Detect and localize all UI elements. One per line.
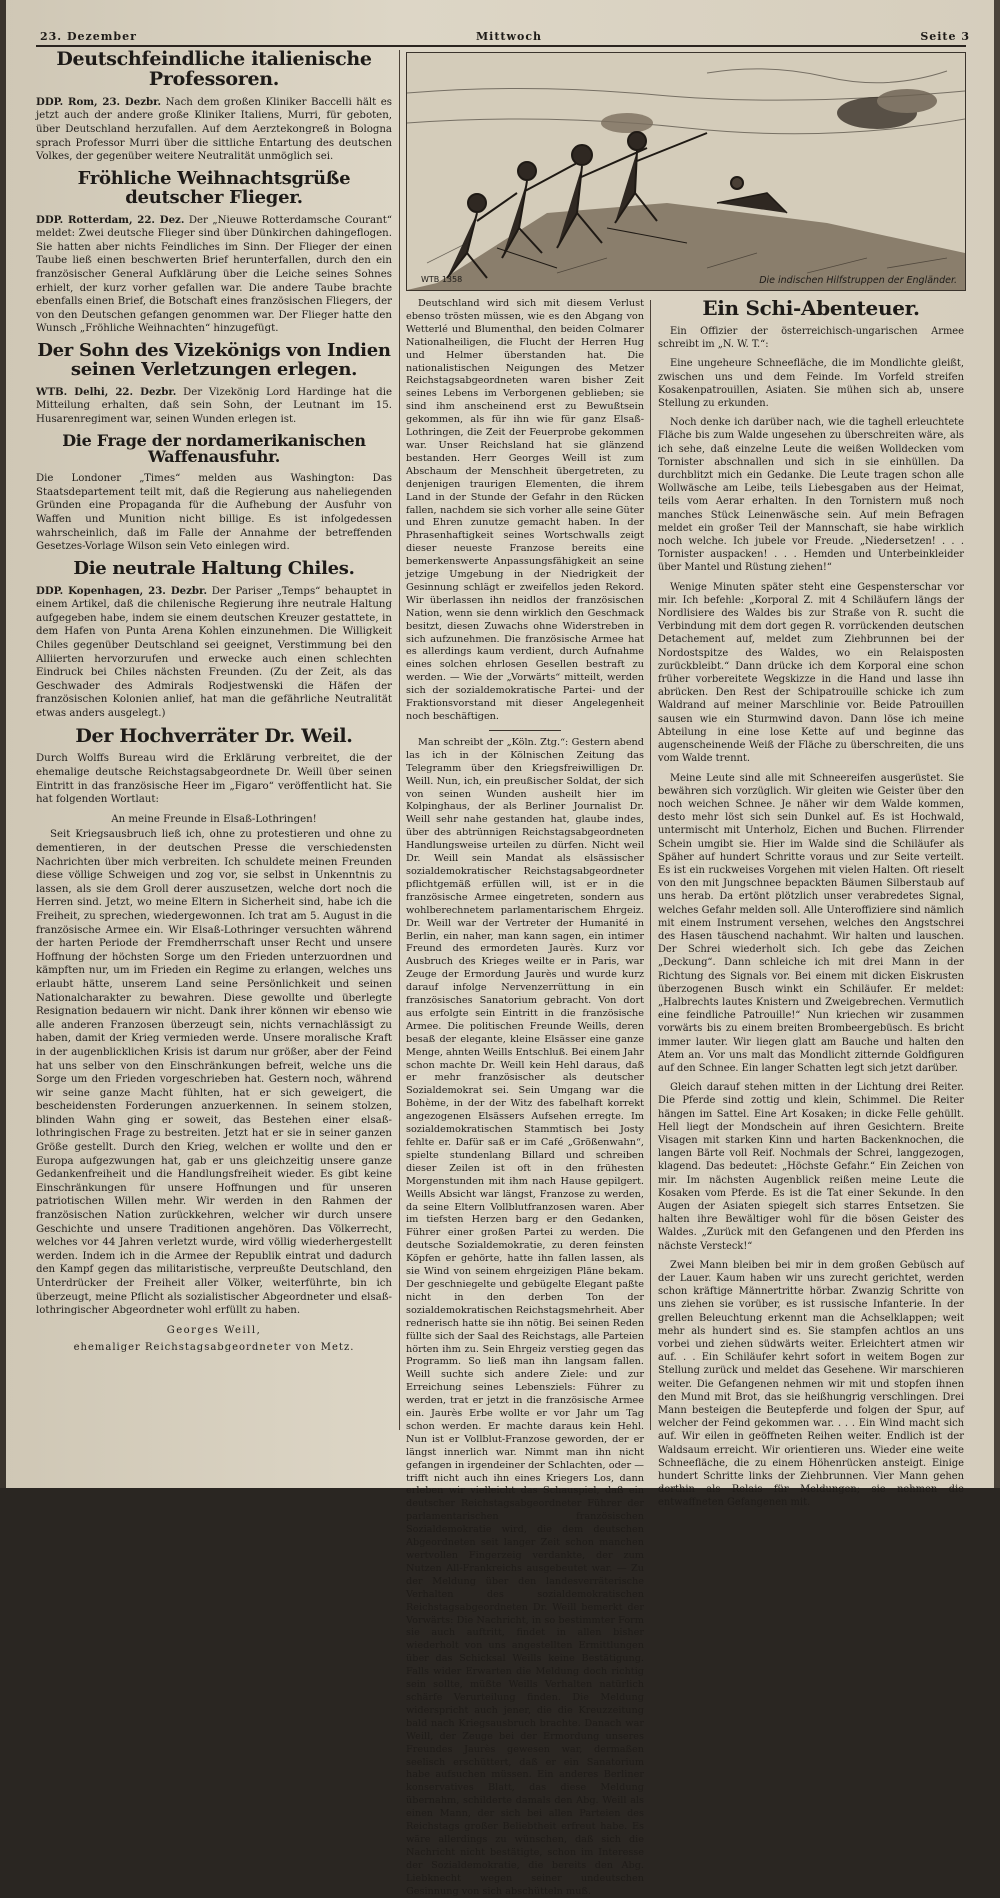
- text-weil-koeln: Man schreibt der „Köln. Ztg.“: Gestern abend las ich in der Kölnischen Zeitung das Telegramm über den Kriegsfreiwilligen Dr. Weill. Nun, ich, ein preußischer Soldat, der sich von seinen Wunden ausheilt hier im Kolpinghaus, der als Berliner Journalist Dr. Weill sehr nahe gestanden hat, glaube indes, über des abtrünnigen Reichstagsabgeordneten Handlungsweise urteilen zu dürfen. Nicht weil Dr. Weill sein Mandat als elsässischer sozialdemokratischer Reichstagsabgeordneter pflichtgemäß erfüllen will, ist er in die französische Armee eingetreten, sondern aus wohlberechnetem parlamentarischem Ehrgeiz. Dr. Weill war der Vertreter der Humanité in Berlin, ein naher, man kann sagen, ein intimer Freund des ermordeten Jaurès. Kurz vor Ausbruch des Krieges weilte er in Paris, war Zeuge der Ermordung Jaurès und wurde kurz darauf infolge Nervenzerrüttung in ein französisches Sanatorium gebracht. Von dort aus erfolgte sein Eintritt in die französische Armee. Die politischen Freunde Weills, deren besaß der elegante, kleine Elsässer eine ganze Menge, ahnten Weills Entschluß. Bei einem Jahr schon machte Dr. Weill kein Hehl daraus, daß er mehr französischer als deutscher Sozialdemokrat sei. Sein Umgang war die Bohème, in der der Witz des fabelhaft korrekt angezogenen Elsässers Aufsehen erregte. Im sozialdemokratischen Stammtisch bei Josty fehlte er. Dafür saß er im Café „Größenwahn“, spielte stundenlang Billard und schreiben dieser Zeilen ist oft in den frühesten Morgenstunden mit ihm nach Hause gepilgert. Weills Absicht war längst, Franzose zu werden, da seine Eltern Vollblutfranzosen waren. Aber im tiefsten Herzen barg er den Gedanken, Führer einer großen Partei zu werden. Die deutsche Sozialdemokratie, zu deren feinsten Köpfen er gehörte, hatte ihn fallen lassen, als sie Wind von seinem ehrgeizigen Pläne bekam. Der geschniegelte und gebügelte Elegant paßte nicht in den derben Ton der sozialdemokratischen Reichstagsmehrheit. Aber rednerisch hatte sie ihn nötig. Bei seinen Reden füllte sich der Saal des Reichstags, alle Parteien hörten ihm zu. Sein Ehrgeiz verstieg gegen das Programm. So ließ man ihn langsam fallen. Weill suchte sich andere Ziele: und zur Erreichung seines Lebensziels: Führer zu werden, trat er jetzt in die französische Armee ein. Jaurès Erbe wollte er vor Jahr um Tag schon werden. Er machte daraus kein Hehl. Nun ist er Vollblut-Franzose geworden, der er längst innerlich war. Nimmt man ihn nicht gefangen in irgendeiner der Schlachten, oder — trifft nicht auch ihn eines Kriegers Los, dann erleben wir vielleicht das Schauspiel, daß ein deutscher Reichstagsabgeordneter Führer der parlamentarischen französischen Sozialdemokratie wird, die dem deutschen Abgeordneten seit langer Zeit schon manchen wertvollen Fingerzeig verdankte, der zum Nutzen All-Frankreichs ausgebeutet war. — Zu der Meldung über den landesverräterische Verhalten des sozialdemokratischen Reichstagsabgeordneten Dr. Weill bemerkt der Vorwärts: Die Nachricht, in so bestimmter Form sie auch auftritt, findet in allen bisher wiederholt von uns angestellten Ermittlungen über das Schicksal Weills keine Bestätigung. Falls wider Erwarten die Meldung doch richtig sein sollte, müßte Weills Verhalten natürlich schärfe Verurteilung finden. Die Meldung widerspricht auch jener, die die Kreuzzeitung bald nach Kriegsausbruch brachte. Danach war Weill, der Zeuge bei der Ermordung unseres Freundes Jaurès gewesen war, dermaßen seelisch erschüttert, daß er ein Sanatorium habe aufsuchen müssen. Ein anderes Berliner konservatives Blatt, das diese Meldung übernahm, schilderte damals den Abg. Weill als einen Mann, der sich bei allen Parteien des Reichstags großer Beliebtheit erfreut habe. Es wäre allerdings zu wünschen, daß sich die Nachricht nicht bestätigte, schon im Interesse der Sozialdemokratie, die bereits den Abg. Liebknecht wegen seiner undeutschen Gesinnung von sich abschütteln muß.: [406, 736, 644, 1897]
- text-ski-p2: Noch denke ich darüber nach, wie die taghell erleuchtete Fläche bis zum Walde ungesehen zu überschreiten wäre, als ich sehe, daß einzelne Leute die weißen Wolldecken vom Tornister abschnallen und sich in sie einhüllen. Da durchblitzt mich ein Gedanke. Die Leute tragen schon alle Wollwäsche am Leibe, teils Liebesgaben aus der Heimat, teils vom Aerar erhalten. In den Tornistern muß noch manches Stück Leinenwäsche sein. Auf mein Befragen meldet ein großer Teil der Mannschaft, sie habe wirklich noch welche. Ich jubele vor Freude. „Niedersetzen! . . . Tornister auspacken! . . . Hemden und Unterbeinkleider über Mantel und Rüstung ziehen!“: [658, 417, 964, 574]
- text-ski-p5: Gleich darauf stehen mitten in der Lichtung drei Reiter. Die Pferde sind zottig und klein, Schimmel. Die Reiter hängen im Sattel. Eine Art Kosaken; in dicke Felle gehüllt. Hell liegt der Mondschein auf ihren Gesichtern. Breite Visagen mit starken Kinn und harten Backenknochen, die langen Bärte voll Reif. Nochmals der Schrei, langgezogen, klagend. Das bedeutet: „Höchste Gefahr.“ Ein Zeichen von mir. Im nächsten Augenblick reißen meine Leute die Kosaken vom Pferde. Es ist die Tat einer Sekunde. In den Augen der Asiaten spiegelt sich starres Entsetzen. Sie halten ihre Bewältiger wohl für die bösen Geister des Waldes. „Zurück mit den Gefangenen und den Pferden ins nächste Versteck!“: [658, 1082, 964, 1252]
- text-flyers: Der „Nieuwe Rotterdamsche Courant“ meldet: Zwei deutsche Flieger sind über Dünkirchen dahingeflogen. Sie hatten aber nichts Feindliches im Sinn. Der Flieger der einen Taube ließ einen beschwerten Brief herunterfallen, durch den ein französischer General Aufklärung über die Leiche seines Sohnes erhielt, der kurz vorher gefallen war. Die andere Taube brachte ebenfalls einen Brief, die Botschaft eines französischen Fliegers, der von den Deutschen gefangen genommen war. Der Flieger hatte den Wunsch „Fröhliche Weihnachten“ hinzugefügt.: [36, 214, 392, 335]
- dateline-chile: DDP. Kopenhagen, 23. Dezbr.: [36, 584, 208, 597]
- headline-flyers: Fröhliche Weihnachtsgrüße deutscher Flieger.: [77, 167, 351, 208]
- headline-viceroy: Der Sohn des Vizekönigs von Indien seinen Verletzungen erlegen.: [37, 339, 391, 380]
- article-professors: [36, 96, 392, 164]
- article-viceroy: [36, 386, 392, 427]
- text-weil-commentary: Deutschland wird sich mit diesem Verlust ebenso trösten müssen, wie es den Abgang von Wetterlé und Blumenthal, den beiden Colmarer Nationalheiligen, die Flucht der Herren Hug und Helmer überstanden hat. Die nationalistischen Neigungen des Metzer Reichstagsabgeordneten waren bisher Zeit seines Lebens im Verborgenen geblieben; sie sind ihm anscheinend erst zu Bewußtsein gekommen, als für ihn wie für ganz Elsaß-Lothringen, die Zeit der Feuerprobe gekommen war. Unser Reichsland hat sie glänzend bestanden. Herr Georges Weill ist zum Abschaum der Menschheit übergetreten, zu denjenigen traurigen Elementen, die ihrem Land in der Stunde der Gefahr in den Rücken fallen, nachdem sie sich vorher alle seine Güter und Ehren zunutze gemacht haben. In der Phrasenhaftigkeit seines Wortschwalls zeigt dieser neueste Franzose bereits eine bemerkenswerte Anpassungsfähigkeit an seine jetzige Umgebung in der Niedrigkeit der Gesinnung schlägt er zweifellos jeden Rekord. Wir überlassen ihn neidlos der französischen Nation, wenn sie denn wirklich den Geschmack besitzt, diesen Zuwachs ohne Widerstreben in sich aufzunehmen. Die französische Armee hat es allerdings kaum verdient, durch Aufnahme eines solchen ehrlosen Gesellen bestraft zu werden. — Wie der „Vorwärts“ mitteilt, werden sich der sozialdemokratische Partei- und der Fraktionsvorstand mit dieser Angelegenheit noch beschäftigen.: [406, 298, 644, 722]
- headline-chile: Die neutrale Haltung Chiles.: [73, 557, 355, 579]
- column-divider-2: [650, 300, 651, 1430]
- page-right-edge: [994, 0, 1000, 1488]
- column-divider-1: [399, 50, 400, 1430]
- text-viceroy: Der Vizekönig Lord Hardinge hat die Mitteilung erhalten, daß sein Sohn, der Leutnant im 15. Husarenregiment war, seinen Wunden erlegen ist.: [36, 386, 392, 425]
- column-2: [406, 298, 644, 1897]
- text-weil-salutation: An meine Freunde in Elsaß-Lothringen!: [111, 813, 317, 825]
- article-chile: [36, 585, 392, 721]
- text-ski-intro: Ein Offizier der österreichisch-ungarischen Armee schreibt im „N. W. T.“:: [658, 326, 964, 351]
- signature-weil-role: ehemaliger Reichstagsabgeordneter von Metz.: [73, 1341, 355, 1353]
- page-binding-edge: [0, 0, 6, 1488]
- illustration-caption: Die indischen Hilfstruppen der Engländer.: [759, 275, 957, 286]
- text-weil-intro: Durch Wolffs Bureau wird die Erklärung verbreitet, die der ehemalige deutsche Reichstagsabgeordnete Dr. Weill über seinen Eintritt in das französische Heer im „Figaro“ veröffentlicht hat. Sie hat folgenden Wortlaut:: [36, 753, 392, 806]
- article-flyers: [36, 214, 392, 336]
- column-3: [658, 296, 964, 1509]
- headline-arms-export: Die Frage der nordamerikanischen Waffenausfuhr.: [62, 430, 366, 467]
- illustration-signature: WTB 1358: [421, 275, 463, 284]
- header-rule: [36, 45, 966, 47]
- text-weil-letter: Seit Kriegsausbruch ließ ich, ohne zu protestieren und ohne zu dementieren, in der deutschen Presse die verschiedensten Nachrichten über mich verbreiten. Ich schuldete meinen Freunden diese völlige Schweigen und zog vor, sie selbst in Unkenntnis zu lassen, als sie dem Groll derer auszusetzen, welche dort noch die Herren sind. Jetzt, wo meine Eltern in Sicherheit sind, habe ich die Freiheit, zu sprechen, wiedergewonnen. Ich trat am 5. August in die französische Armee ein. Wir Elsaß-Lothringer versuchten während der harten Periode der Fremdherrschaft unser Recht und unsere Hoffnung der höchsten Sorge um den Frieden unterzuordnen und kämpften nur, um im Frieden ein Regime zu erlangen, welches uns erlaubt hätte, unserem Land seine Persönlichkeit und seinen Nationalcharakter zu bewahren. Diese gewollte und überlegte Resignation bedauern wir nicht. Dank ihrer können wir ebenso wie alle anderen Franzosen überzeugt sein, nichts vernachlässigt zu haben, damit der Krieg vermieden werde. Unsere moralische Kraft in der augenblicklichen Krisis ist darum nur größer, aber der Feind hat uns selber von den Einschränkungen befreit, welche uns die Sorge um den Frieden vorgeschrieben hat. Gestern noch, während wir seine ganze Macht fühlten, hat er sich geweigert, die bescheidensten Forderungen anzuerkennen. In seinem stolzen, blinden Wahn ging er soweit, das Bestehen einer elsaß-lothringischen Frage zu bestreiten. Jetzt hat er sie in seiner ganzen Größe gestellt. Durch den Krieg, welchen er wollte und den er Europa aufgezwungen hat, gab er uns gleichzeitig unsere ganze Gedankenfreiheit und die Handlungsfreiheit wieder. Es gibt keine Einschränkungen für unsere Hoffnungen und für unseren patriotischen Willen mehr. Wir werden in den Rahmen der französischen Nation zurückkehren, welcher wir durch unsere Geschichte und unsere Traditionen angehören. Das Völkerrecht, welches vor 44 Jahren verletzt wurde, wird völlig wiederhergestellt werden. Indem ich in die Armee der Republik eintrat und dadurch den Kampf gegen das militaristische, verpreußte Deutschland, den Unterdrücker der Freiheit aller Völker, weiterführte, bin ich überzeugt, meine Pflicht als sozialistischer Abgeordneter und elsaß-lothringischer Abgeordneter wohl erfüllt zu haben.: [36, 829, 392, 1317]
- soldiers-charge-drawing: [407, 53, 965, 290]
- headline-ski-adventure: Ein Schi-Abenteuer.: [702, 296, 920, 320]
- column-1: [36, 50, 392, 1440]
- dateline-flyers: DDP. Rotterdam, 22. Dez.: [36, 213, 185, 226]
- headline-weil: Der Hochverräter Dr. Weil.: [75, 724, 353, 747]
- text-ski-p4: Meine Leute sind alle mit Schneereifen ausgerüstet. Sie bewähren sich vorzüglich. Wir gleiten wie Geister über den noch weichen Schnee. Je näher wir dem Walde kommen, desto mehr löst sich sein Dunkel auf. Es ist Hochwald, untermischt mit Unterholz, Eichen und Buchen. Flirrender Schein umgibt sie. Hier im Walde sind die Schiläufer als Späher auf hundert Schritte voraus und zur Seite verteilt. Es ist ein ruckweises Vorgehen mit vielen Halten. Oft rieselt von den mit Jungschnee bepackten Bäumen Silberstaub auf uns herab. Da ertönt plötzlich unser verabredetes Signal, welches Gefahr melden soll. Alle Unteroffiziere sind nämlich mit einem Instrument versehen, welches den Angstschrei des Hasen täuschend nachahmt. Wir halten und lauschen. Der Schrei wiederholt sich. Ich gebe das Zeichen „Deckung“. Dann schleiche ich mit drei Mann in der Richtung des Signals vor. Bei einem mit dicken Eiskrusten überzogenen Busch winkt ein Schiläufer. Er meldet: „Halbrechts lautes Knistern und Zweigebrechen. Vermutlich eine feindliche Patrouille!“ Nun kriechen wir zusammen vorwärts bis zu einem breiten Brombeergebüsch. Es bricht immer lauter. Wir liegen glatt am Bauche und halten den Atem an. Vor uns malt das Mondlicht zitternde Goldfiguren auf den Schnee. Ein langer Schatten legt sich jetzt darüber.: [658, 772, 964, 1074]
- header-date: 23. Dezember: [40, 30, 137, 43]
- dateline-viceroy: WTB. Delhi, 22. Dezbr.: [36, 385, 177, 398]
- war-illustration: [406, 52, 966, 291]
- text-arms-export: Die Londoner „Times“ melden aus Washington: Das Staatsdepartement teilt mit, daß die Regierung aus naheliegenden Gründen eine Propaganda für die Aufhebung der Ausfuhr von Waffen und Munition nicht billige. Es ist infolgedessen wahrscheinlich, daß im Falle der Annahme der betreffenden Gesetzes-Vorlage Wilson sein Veto einlegen wird.: [36, 473, 392, 553]
- header-page-number: Seite 3: [920, 30, 970, 43]
- separator-rule: [489, 730, 560, 731]
- text-professors: Nach dem großen Kliniker Baccelli hält es jetzt auch der andere große Kliniker Italiens, Murri, für geboten, über Deutschland herzufallen. Auf dem Aerztekongreß in Bologna sprach Professor Murri über die sittliche Entartung des deutschen Volkes, der gegenüber weitere Neutralität unmöglich sei.: [36, 96, 392, 163]
- dateline-professors: DDP. Rom, 23. Dezbr.: [36, 95, 162, 108]
- signature-weil: Georges Weill,: [166, 1324, 262, 1336]
- text-chile: Der Pariser „Temps“ behauptet in einem Artikel, daß die chilenische Regierung ihre neutrale Haltung aufgegeben habe, indem sie einem deutschen Kreuzer gestattete, in dem Hafen von Punta Arena Kohlen einzunehmen. Die Willigkeit Chiles gegenüber Deutschland sei geeignet, Verstimmung bei den Alliierten hervorzurufen und erwecke auch einen schlechten Eindruck bei Chiles nächsten Freunden. (Zu der Zeit, als das Geschwader des Admirals Rodjestwenski die Häfen der französischen Kolonien anlief, hat man die gefährliche Neutralität etwas anders ausgelegt.): [36, 585, 392, 719]
- text-ski-p1: Eine ungeheure Schneefläche, die im Mondlichte gleißt, zwischen uns und dem Feinde. Im Vorfeld streifen Kosakenpatrouillen, Asiaten. Sie mühen sich ab, unsere Stellung zu erkunden.: [658, 358, 964, 410]
- headline-professors: Deutschfeindliche italienische Professoren.: [56, 48, 372, 90]
- header-weekday: Mittwoch: [476, 30, 543, 43]
- text-ski-p6: Zwei Mann bleiben bei mir in dem großen Gebüsch auf der Lauer. Kaum haben wir uns zurecht gerichtet, werden schon kräftige Männertritte hörbar. Zwanzig Schritte von uns ziehen sie vorüber, es ist russische Infanterie. In der grellen Beleuchtung erkennt man die Achselklappen; weit mehr als hundert sind es. Sie stampfen achtlos an uns vorbei und ziehen südwärts weiter. Erleichtert atmen wir auf. . . Ein Schiläufer kehrt sofort in weitem Bogen zur Stellung zurück und meldet das Gesehene. Wir marschieren weiter. Die Gefangenen nehmen wir mit und stopfen ihnen den Mund mit Brot, das sie heißhungrig verschlingen. Drei Mann besteigen die Beutepferde und folgen der Spur, auf welcher der Feind gekommen war. . . . Ein Wind macht sich auf. Wir eilen in geöffneten Reihen weiter. Endlich ist der Waldsaum erreicht. Wir orientieren uns. Wieder eine weite Schneefläche, die zu einem Höhenrücken ansteigt. Einige hundert Schritte links der Ziehbrunnen. Vier Mann gehen dorthin als Relais für Meldungen; sie nehmen die entwaffneten Gefangenen mit.: [658, 1259, 964, 1509]
- text-ski-p3: Wenige Minuten später steht eine Gespensterschar vor mir. Ich befehle: „Korporal Z. mit 4 Schiläufern längs der Nordlisiere des Waldes bis zur Straße von R. sucht die Verbindung mit dem dort gegen R. vorrückenden deutschen Detachement auf, meldet zum Ziehbrunnen bei der Nordostspitze des Waldes, wo ein Relaisposten zurückbleibt.“ Dann drücke ich dem Korporal eine schon früher vorbereitete Wegskizze in die Hand und lasse ihn abrücken. Den Rest der Schipatrouille schicke ich zum Waldrand auf meiner Marschlinie vor. Beide Patrouillen sausen wie ein Sturmwind davon. Dann löse ich meine Abteilung in eine lose Kette auf und beginne das augenscheinende Weiß der Fläche zu überschreiten, die uns vom Walde trennt.: [658, 581, 964, 765]
